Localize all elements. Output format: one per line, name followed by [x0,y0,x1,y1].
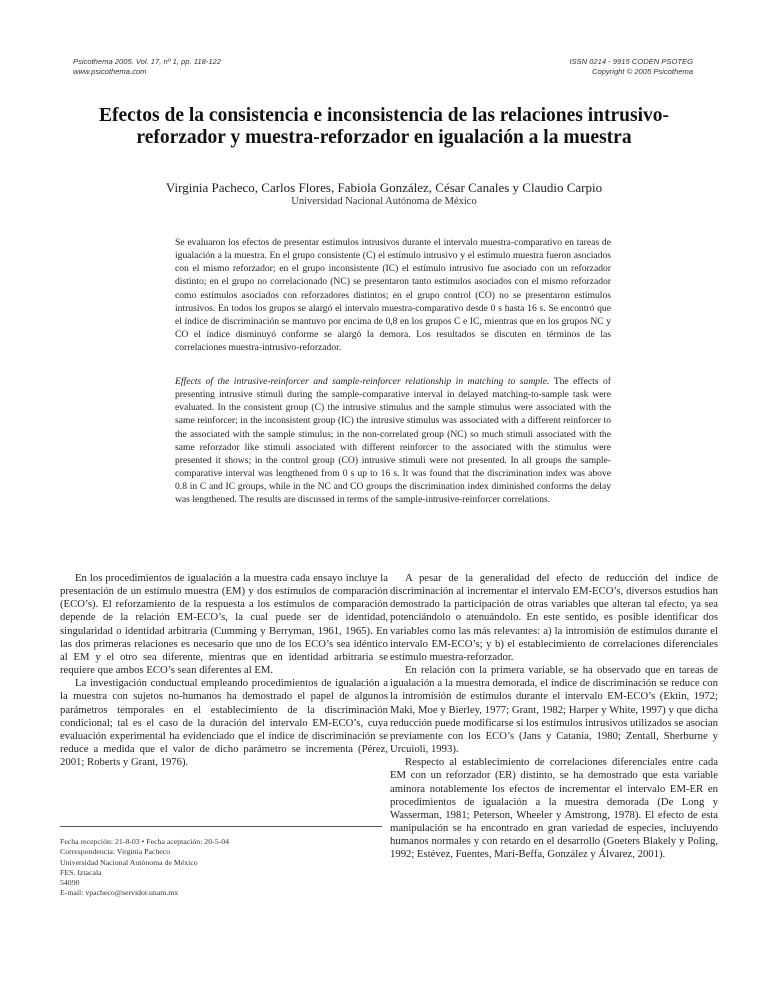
abstract-spanish: Se evaluaron los efectos de presentar estímulos intrusivos durante el intervalo muestra-comparativo en tareas de igualación a la muestra. En el grupo consistente (C) el estímulo intrusivo y el estímulo muestra fueron asociados con el mismo reforzador; en el grupo inconsistente (IC) el estímulo intrusivo fue asociado con un reforzador distinto; en el grupo no correlacionado (NC) se presentaron tanto estímulos asociados con el mismo reforzador como estímulos asociados con reforzadores distintos; en el grupo control (CO) no se presentaron estímulos intrusivos. En todos los grupos se alargó el intervalo muestra-comparativo desde 0 s hasta 16 s. Se encontró que el índice de discriminación se mantuvo por encima de 0,8 en los grupos C e IC, mientras que en los grupos NC y CO el índice disminuyó conforme se alargó la demora. Los resultados se discuten en términos de las correlaciones muestra-intrusivo-reforzador. [175,237,611,354]
journal-citation: Psicothema 2005. Vol. 17, nº 1, pp. 118-122 [73,57,221,66]
body-column-left [60,572,388,769]
footnote-divider [60,826,382,827]
footnote-email[interactable]: E-mail: vpacheco@servidor.unam.mx [60,888,179,898]
article-authors: Virginia Pacheco, Carlos Flores, Fabiola González, César Canales y Claudio Carpio [165,180,603,195]
body-column-right [390,572,718,861]
body-paragraph: En los procedimientos de igualación a la muestra cada ensayo incluye la presentación de un estímulo muestra (EM) y dos estímulos de comparación (ECO’s). El reforzamiento de la respuesta a los estímulos de comparación depende de la relación EM-ECO’s, la cual puede ser de identidad, singularidad o identidad arbitraria (Cumming y Berryman, 1961, 1965). En las dos primeras relaciones es necesario que uno de los ECO’s sea idéntico al EM y el otro sea diferente, mientras que en identidad arbitraria se requiere que ambos ECO’s sean diferentes al EM. [60,572,388,677]
issn: ISSN 0214 - 9915 CODEN PSOTEG [569,57,693,66]
journal-header-left [73,57,221,77]
footnote [60,837,382,899]
copyright: Copyright © 2005 Psicothema [592,67,693,76]
article-affiliation: Universidad Nacional Autónoma de México [291,196,477,207]
footnote-correspondence: Correspondencia: Virginia Pacheco [60,847,171,857]
article-title: Efectos de la consistencia e inconsistencia de las relaciones intrusivo-reforzador y muestra-reforzador en igualación a la muestra [99,105,669,148]
body-paragraph: La investigación conductual empleando procedimientos de igualación a la muestra con sujetos no-humanos ha demostrado el papel de algunos parámetros temporales en el establecimiento de la discriminación condicional; tal es el caso de la duración del intervalo EM-ECO’s, cuya evaluación experimental ha evidenciado que el índice de discriminación se reduce a medida que el valor de dicho parámetro se incrementa (Pérez, 2001; Roberts y Grant, 1976). [60,677,388,769]
abstract-english-title: Effects of the intrusive-reinforcer and sample-reinforcer relationship in matching to sample. [175,376,550,387]
footnote-dates: Fecha recepción: 21-8-03 • Fecha aceptación: 20-5-04 [60,837,229,846]
body-paragraph: A pesar de la generalidad del efecto de reducción del índice de discriminación al incrementar el intervalo EM-ECO’s, diversos estudios han demostrado la participación de otras variables que alteran tal efecto, ya sea potenciándolo o atenuándolo. En este sentido, es posible identificar dos variables como las más relevantes: a) la intromisión de estímulos durante el intervalo EM-ECO’s; y b) el establecimiento de correlaciones diferenciales estímulo muestra-reforzador. [390,572,718,663]
journal-header-right [569,57,693,77]
footnote-campus: FES. Iztacala [60,867,102,877]
journal-website: www.psicothema.com [73,67,147,76]
footnote-postal-code: 54090 [60,878,80,888]
abstract-english [175,375,611,507]
abstract-english-body: The effects of presenting intrusive stimuli during the sample-comparative interval in delayed matching-to-sample task were evaluated. In the consistent group (C) the intrusive stimulus and the sample stimulus were associated with the same reinforcer; in the inconsistent group (IC) the intrusive stimulus was associated with a different reinforcer to the associated with the sample stimulus; in the non-correlated group (NC) so much stimuli associated with the same reforzador like stimuli associated with different reinforcer to the associated with the stimulus were presented it shows; in the control group (CO) intrusive stimuli were not presented. In all groups the sample-comparative interval was lengthened from 0 s up to 16 s. It was found that the discrimination index was above 0.8 in C and IC groups, while in the NC and CO groups the discrimination index diminished conforms the delay was lengthened. The results are discussed in terms of the sample-intrusive-reinforcer correlations. [175,376,612,506]
footnote-institution: Universidad Nacional Autónoma de México [60,857,198,867]
body-paragraph: En relación con la primera variable, se ha observado que en tareas de igualación a la muestra demorada, el índice de discriminación se reduce con la intromisión de estímulos durante el intervalo EM-ECO’s (Ektin, 1972; Maki, Moe y Bierley, 1977; Grant, 1982; Harper y White, 1997) y que dicha reducción puede modificarse si los estímulos intrusivos utilizados se asocian previamente con los ECO’s (Jans y Catania, 1980; Zentall, Sherburne y Urcuioli, 1993). [390,664,718,756]
body-paragraph: Respecto al establecimiento de correlaciones diferenciales entre cada EM con un reforzador (ER) distinto, se ha demostrado que esta variable aminora notablemente los efectos de incrementar el intervalo EM-ER en procedimientos de igualación a la muestra demorada (De Long y Wasserman, 1981; Peterson, Wheeler y Amstrong, 1978). El efecto de esta manipulación se ha encontrado en gran variedad de especies, incluyendo humanos normales y con retardo en el desarrollo (Goeters Blakely y Poling, 1992; Estévez, Fuentes, Mari-Beffa, González y Álvarez, 2001). [390,756,718,861]
